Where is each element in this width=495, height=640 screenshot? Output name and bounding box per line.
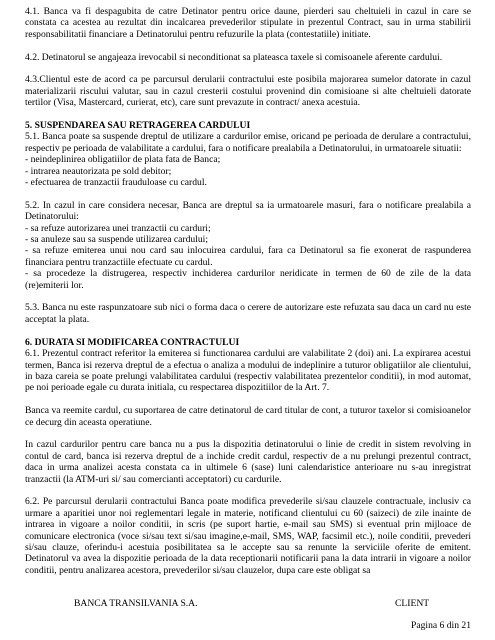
clause-5-1: 5.1. Banca poate sa suspende dreptul de utilizare a cardurilor emise, oricand pe perioada de derulare a contractului, respectiv pe perioada de valabilitate a cardului, fara o notificare prealabila a Detinatorului, in urmatoarele situatii: bbox=[25, 131, 471, 154]
section-6-heading: 6. DURATA SI MODIFICAREA CONTRACTULUI bbox=[25, 336, 240, 348]
clause-5-1-list bbox=[25, 154, 471, 188]
list-item: - intrarea neautorizata pe sold debitor; bbox=[25, 165, 172, 177]
list-item: - efectuarea de tranzactii frauduloase cu cardul. bbox=[25, 177, 207, 189]
list-item: - sa procedeze la distrugerea, respectiv inchiderea cardurilor neridicate in termen de 60 de zile de la data (re)emiterii lor. bbox=[25, 268, 471, 291]
clause-6-1: 6.1. Prezentul contract referitor la emiterea si functionarea cardului are valabilitate 2 (doi) ani. La expirarea acestui termen, Banca isi rezerva dreptul de a efectua o analiza a modului de indeplinire a tuturor obligatiilor ale clientului, in baza careia se poate prelungi valabilitatea cardului (respectiv valabilitatea prezentelor conditii), in mod automat, pe noi perioade egale cu durata initiala, cu respectarea dispozitiilor de la Art. 7. bbox=[25, 348, 471, 394]
contract-page bbox=[25, 6, 471, 576]
clause-5-2-list bbox=[25, 223, 471, 291]
list-item: - sa anuleze sau sa suspende utilizarea cardului; bbox=[25, 234, 209, 246]
clause-4-1: 4.1. Banca va fi despagubita de catre Detinator pentru orice daune, pierderi sau cheltuieli in cazul in care se constata ca acestea au rezultat din incalcarea prevederilor stipulate in prezentul Contract, sau in urma stabilirii responsabilitatii financiare a Detinatorului pentru refuzurile la plata (contestatiile) initiate. bbox=[25, 6, 471, 40]
list-item: - sa refuze autorizarea unei tranzactii cu carduri; bbox=[25, 222, 211, 234]
section-5-heading: 5. SUSPENDAREA SAU RETRAGEREA CARDULUI bbox=[25, 120, 251, 132]
bank-signature-label: BANCA TRANSILVANIA S.A. bbox=[74, 598, 198, 609]
clause-4-2: 4.2. Detinatorul se angajeaza irevocabil si neconditionat sa plateasca taxele si comisoanele aferente cardului. bbox=[25, 51, 443, 63]
client-signature-label: CLIENT bbox=[395, 598, 430, 609]
clause-5-2: 5.2. In cazul in care considera necesar, Banca are dreptul sa ia urmatoarele masuri, fara o notificare prealabila a Detinatorului: bbox=[25, 199, 471, 223]
clause-5-3: 5.3. Banca nu este raspunzatoare sub nici o forma daca o cerere de autorizare este refuzata sau daca un card nu este acceptat la plata. bbox=[25, 302, 471, 325]
clause-6-1-closure: In cazul cardurilor pentru care banca nu a pus la dispozitia detinatorului o linie de credit in sistem revolving in contul de card, banca isi rezerva dreptul de a inchide credit cardul, respectiv de a nu prelungi prezentul contract, daca in urma analizei acesta constata ca in ultimele 6 (sase) luni calendaristice anterioare nu s-au inregistrat tranzactii (la ATM-uri si/ sau comercianti acceptatori) cu cardurile. bbox=[25, 439, 471, 485]
page-number: Pagina 6 din 21 bbox=[411, 620, 471, 631]
list-item: - neindeplinirea obligatiilor de plata fata de Banca; bbox=[25, 154, 221, 166]
list-item: - sa refuze emiterea unui nou card sau inlocuirea cardului, fara ca Detinatorul sa fie exonerat de raspunderea financiara pentru tranzactiile efectuate cu cardul. bbox=[25, 245, 471, 268]
clause-6-1-reissue: Banca va reemite cardul, cu suportarea de catre detinatorul de card titular de cont, a tuturor taxelor si comisioanelor ce decurg din aceasta operatiune. bbox=[25, 405, 471, 428]
clause-4-3: 4.3.Clientul este de acord ca pe parcursul derularii contractului este posibila majorarea sumelor datorate in cazul materializarii riscului valutar, sau in cazul cresterii costului provenind din comisioane si alte cheltuieli datorate tertilor (Visa, Mastercard, curierat, etc), care sunt prevazute in contract/ anexa acestuia. bbox=[25, 74, 471, 109]
clause-6-2: 6.2. Pe parcursul derularii contractului Banca poate modifica prevederile si/sau clauzele contractuale, inclusiv ca urmare a aparitiei unor noi reglementari legale in materie, notificand clientului cu 60 (saizeci) de zile inainte de intrarea in vigoare a noilor conditii, in scris (pe suport hartie, e-mail sau SMS) si eventual prin mijloace de comunicare electronica (voce si/sau text si/sau imagine,e-mail, SMS, WAP, facsimil etc.), noile conditii, prevederi si/sau clauze, oferindu-i acestuia posibilitatea sa le accepte sau sa renunte la serviciile oferite de emitent. Detinatorul va avea la dispozitie perioada de la data receptionarii notificarii pana la data intrarii in vigoare a noilor conditii, pentru analizarea acestora, prevederilor si/sau clauzelor, dupa care este obligat sa bbox=[25, 496, 471, 576]
